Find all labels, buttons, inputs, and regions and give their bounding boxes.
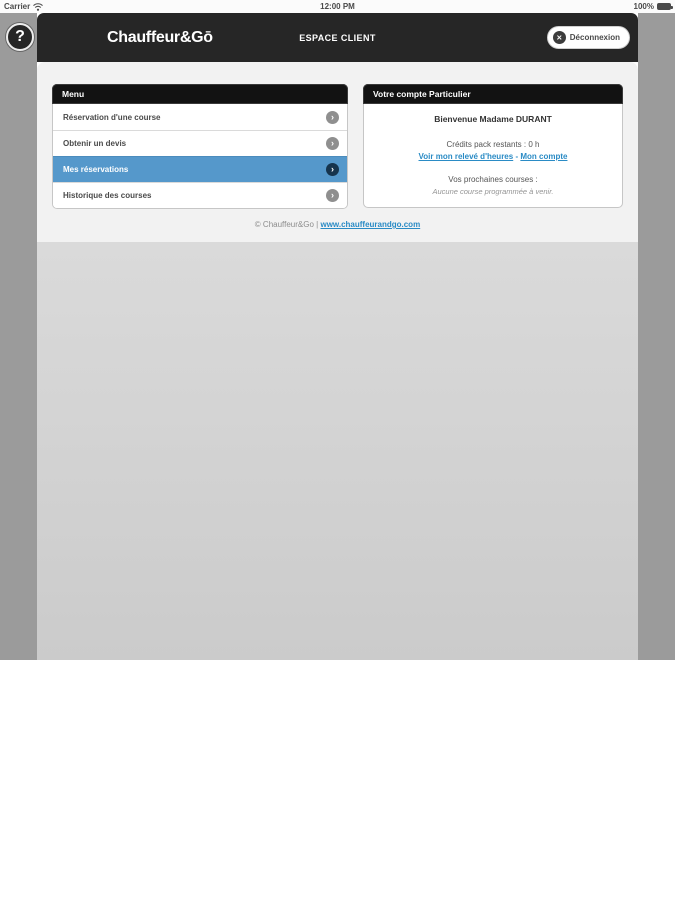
page-title: ESPACE CLIENT [299, 32, 376, 43]
app-header [37, 13, 638, 62]
menu-panel-header: Menu [52, 84, 348, 104]
welcome-message: Bienvenue Madame DURANT [434, 114, 552, 124]
logout-button[interactable] [547, 26, 630, 49]
menu-panel [52, 84, 348, 209]
brand-logo: Chauffeur&Gō [107, 28, 213, 46]
chevron-right-icon: › [326, 137, 339, 150]
menu-list [52, 104, 348, 209]
links-separator: - [515, 152, 519, 161]
help-button[interactable]: ? [6, 23, 34, 51]
account-panel [363, 84, 623, 208]
copyright-text: © Chauffeur&Go [254, 220, 314, 229]
empty-page-area [37, 242, 638, 660]
battery-percentage: 100% [633, 2, 654, 11]
website-link[interactable]: www.chauffeurandgo.com [320, 220, 421, 229]
hours-statement-link[interactable]: Voir mon relevé d'heures [418, 152, 514, 161]
menu-item-label: Obtenir un devis [63, 139, 127, 148]
menu-item-historique-courses[interactable] [53, 182, 347, 208]
menu-item-mes-reservations[interactable] [52, 156, 348, 182]
credits-remaining: Crédits pack restants : 0 h [446, 140, 540, 149]
chevron-right-icon: › [326, 163, 339, 176]
menu-item-label: Réservation d'une course [63, 112, 161, 122]
upcoming-rides-title: Vos prochaines courses : [448, 175, 538, 184]
footer [37, 220, 638, 229]
menu-item-label: Historique des courses [63, 191, 152, 200]
clock: 12:00 PM [320, 2, 355, 11]
left-gutter [0, 13, 37, 660]
account-links [372, 152, 614, 161]
account-panel-header: Votre compte Particulier [363, 84, 623, 104]
right-gutter [638, 13, 675, 660]
my-account-link[interactable]: Mon compte [520, 152, 568, 161]
menu-item-obtenir-devis[interactable] [53, 130, 347, 156]
footer-separator: | [316, 220, 319, 229]
carrier-label: Carrier [4, 2, 31, 11]
menu-item-label: Mes réservations [63, 165, 129, 174]
content-area [37, 62, 638, 242]
status-bar [0, 0, 675, 13]
logout-label: Déconnexion [569, 33, 620, 42]
close-icon: ✕ [553, 31, 566, 44]
account-panel-body [363, 104, 623, 208]
battery-icon [657, 3, 671, 10]
upcoming-rides-empty-state: Aucune course programmée à venir. [432, 187, 554, 196]
chevron-right-icon: › [326, 189, 339, 202]
chevron-right-icon: › [326, 111, 339, 124]
menu-item-reservation-course[interactable] [53, 104, 347, 130]
app-viewport [37, 13, 638, 660]
